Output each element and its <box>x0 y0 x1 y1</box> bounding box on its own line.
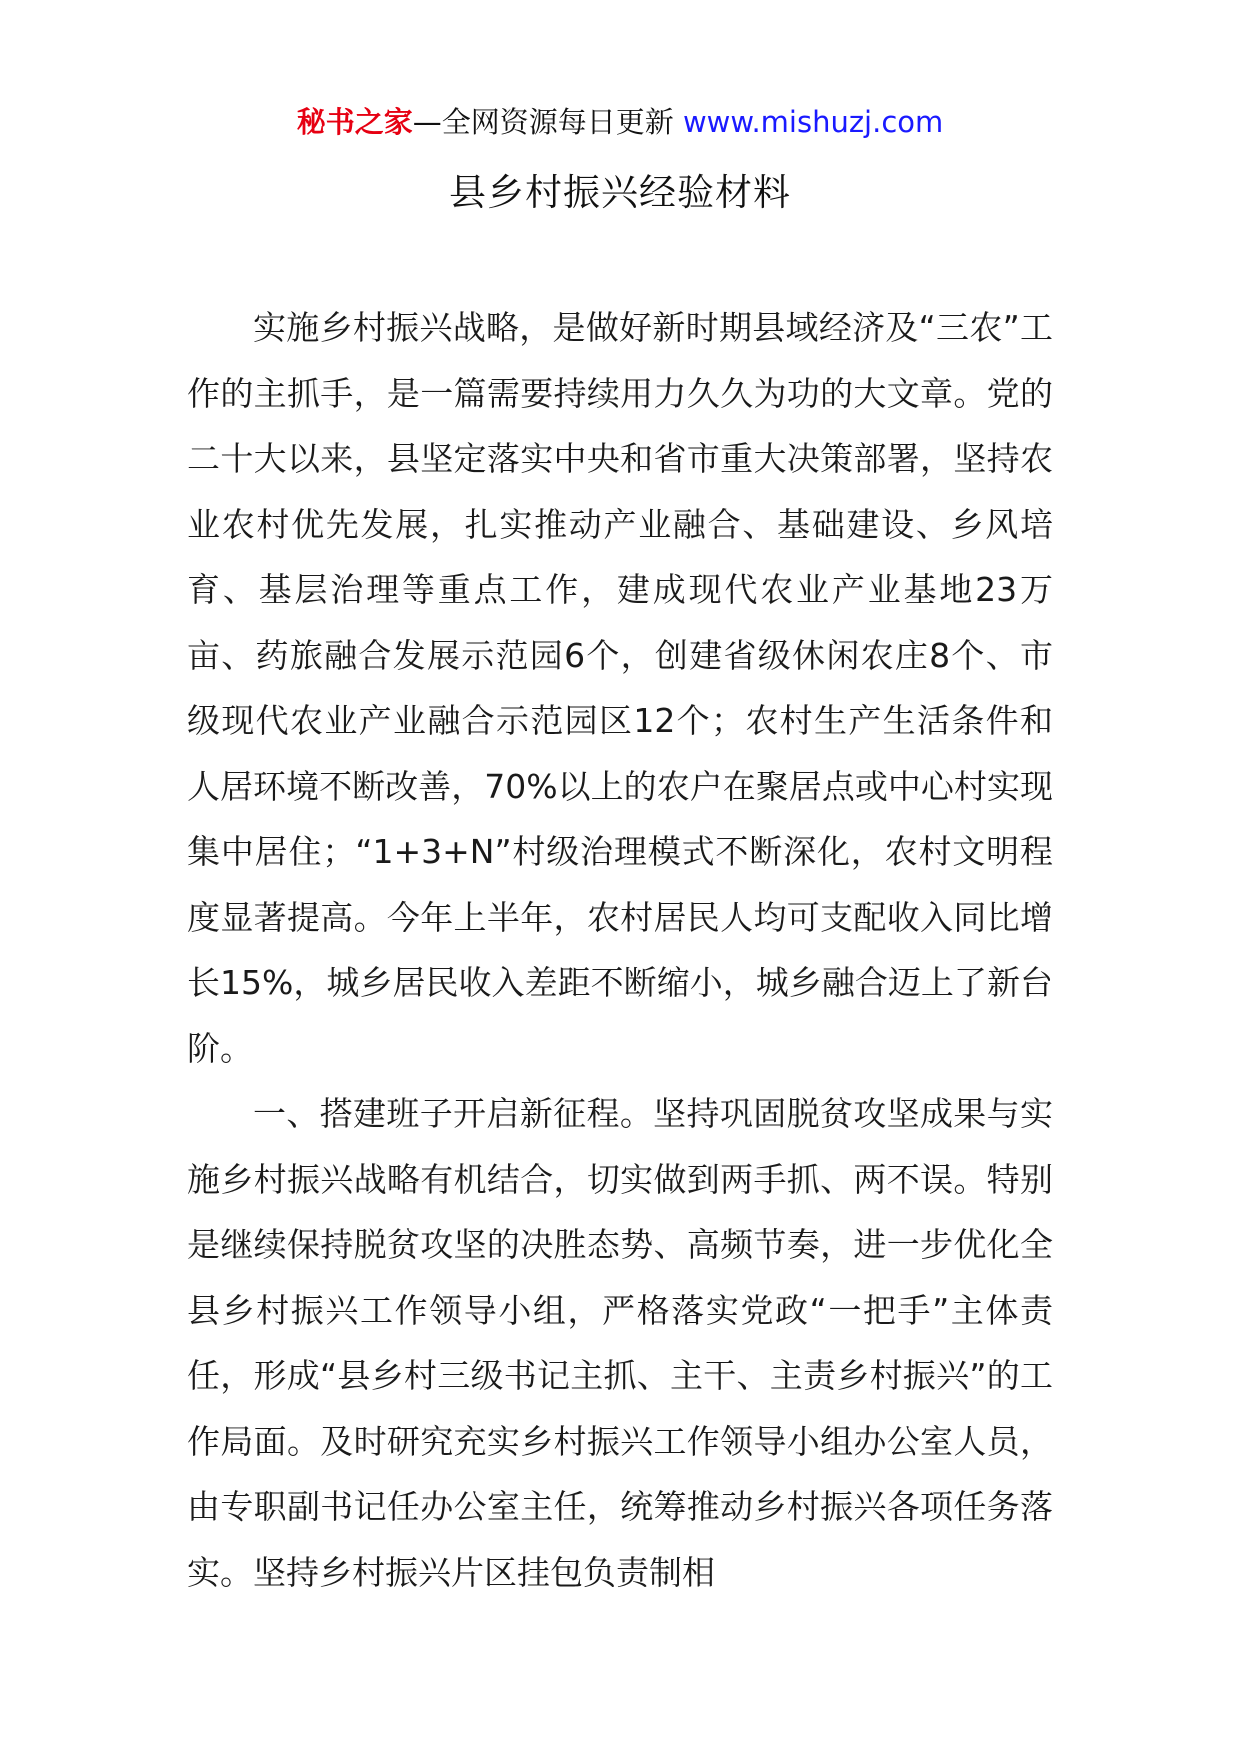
document-body <box>187 295 1053 1605</box>
document-title: 县乡村振兴经验材料 <box>449 171 791 214</box>
brand-name: 秘书之家 <box>296 105 413 139</box>
site-banner <box>0 102 1240 142</box>
banner-tagline: —全网资源每日更新 <box>412 105 674 139</box>
site-url-link[interactable]: www.mishuzj.com <box>682 105 944 139</box>
paragraph-section-one: 一、搭建班子开启新征程。坚持巩固脱贫攻坚成果与实施乡村振兴战略有机结合，切实做到两手抓、两不误。特别是继续保持脱贫攻坚的决胜态势、高频节奏，进一步优化全县乡村振兴工作领导小组，严格落实党政“一把手”主体责任，形成“县乡村三级书记主抓、主干、主责乡村振兴”的工作局面。及时研究充实乡村振兴工作领导小组办公室人员，由专职副书记任办公室主任，统筹推动乡村振兴各项任务落实。坚持乡村振兴片区挂包负责制相 <box>187 1094 1053 1592</box>
paragraph-intro: 实施乡村振兴战略，是做好新时期县域经济及“三农”工作的主抓手，是一篇需要持续用力久久为功的大文章。党的二十大以来，县坚定落实中央和省市重大决策部署，坚持农业农村优先发展，扎实推动产业融合、基础建设、乡风培育、基层治理等重点工作，建成现代农业产业基地23万亩、药旅融合发展示范园6个，创建省级休闲农庄8个、市级现代农业产业融合示范园区12个；农村生产生活条件和人居环境不断改善，70%以上的农户在聚居点或中心村实现集中居住；“1+3+N”村级治理模式不断深化，农村文明程度显著提高。今年上半年，农村居民人均可支配收入同比增长15%，城乡居民收入差距不断缩小，城乡融合迈上了新台阶。 <box>187 308 1053 1068</box>
